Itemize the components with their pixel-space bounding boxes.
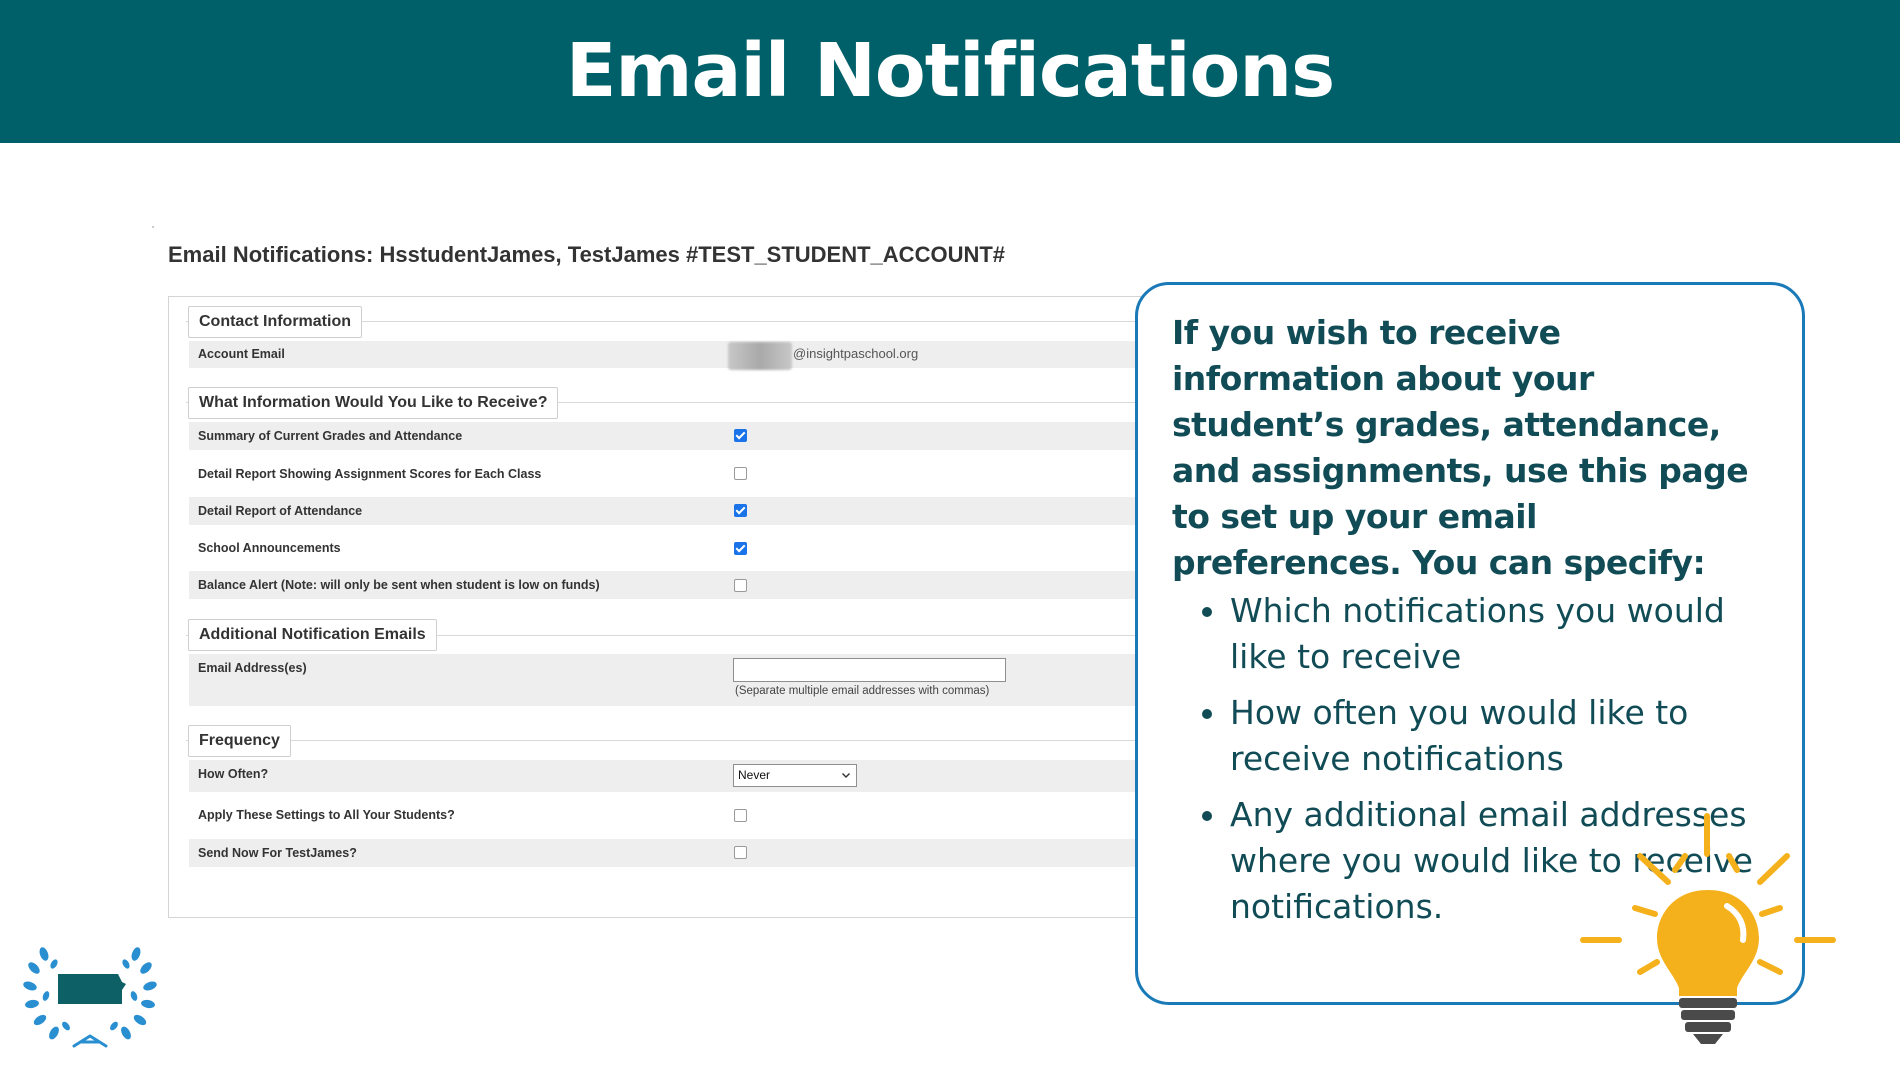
info-row-assignment-scores xyxy=(189,460,1169,488)
checkbox-assignment-scores[interactable] xyxy=(734,467,747,480)
callout-intro-text: If you wish to receive information about your student’s grades, attendance, and assignments, use this page to set up your email preferences. You can specify: xyxy=(1172,313,1749,582)
send-now-row xyxy=(189,839,1169,867)
checkbox-apply-all-students[interactable] xyxy=(734,809,747,822)
how-often-select[interactable] xyxy=(733,764,857,787)
info-label: School Announcements xyxy=(198,541,341,555)
legend-what-information: What Information Would You Like to Receive? xyxy=(188,387,558,419)
additional-email-row xyxy=(189,654,1169,706)
account-email-row xyxy=(189,341,1169,368)
checkbox-attendance-report[interactable] xyxy=(734,504,747,517)
email-addresses-label: Email Address(es) xyxy=(198,661,307,675)
lightbulb-icon xyxy=(1575,810,1840,1050)
legend-frequency: Frequency xyxy=(188,725,291,757)
info-label: Detail Report of Attendance xyxy=(198,504,363,518)
section-divider xyxy=(186,740,1186,741)
info-label: Detail Report Showing Assignment Scores for Each Class xyxy=(198,467,542,481)
send-now-label: Send Now For TestJames? xyxy=(198,846,357,860)
checkbox-school-announcements[interactable] xyxy=(734,542,747,555)
account-email-domain: @insightpaschool.org xyxy=(793,346,919,361)
how-often-value: Never xyxy=(738,768,771,782)
info-label: Balance Alert (Note: will only be sent when student is low on funds) xyxy=(198,578,600,592)
cursor-mark: ˈ xyxy=(151,224,155,238)
info-row-school-announcements xyxy=(189,534,1169,562)
slide-title: Email Notifications xyxy=(565,28,1335,114)
pennsylvania-laurel-logo xyxy=(22,938,158,1054)
callout-bullet: Which notifications you would like to receive xyxy=(1198,588,1758,680)
legend-contact-information: Contact Information xyxy=(188,306,362,338)
apply-all-row xyxy=(189,802,1169,830)
checkbox-send-now[interactable] xyxy=(734,846,747,859)
info-row-grades-attendance xyxy=(189,422,1169,450)
callout-bullet: How often you would like to receive notifications xyxy=(1198,690,1758,782)
how-often-row xyxy=(189,760,1169,792)
email-input-hint: (Separate multiple email addresses with commas) xyxy=(735,685,990,697)
redacted-email-username xyxy=(728,342,792,370)
info-label: Summary of Current Grades and Attendance xyxy=(198,429,463,443)
chevron-down-icon xyxy=(840,769,852,781)
additional-email-input[interactable] xyxy=(733,658,1006,682)
callout-bullet: Any additional email addresses where you would like to receive notifications. xyxy=(1198,792,1758,930)
account-email-label: Account Email xyxy=(198,347,285,361)
apply-all-label: Apply These Settings to All Your Students? xyxy=(198,808,455,822)
checkbox-grades-attendance[interactable] xyxy=(734,429,747,442)
info-row-balance-alert xyxy=(189,571,1169,599)
form-title: Email Notifications: HsstudentJames, TestJames #TEST_STUDENT_ACCOUNT# xyxy=(168,242,1006,267)
checkbox-balance-alert[interactable] xyxy=(734,579,747,592)
legend-additional-emails: Additional Notification Emails xyxy=(188,619,437,651)
how-often-label: How Often? xyxy=(198,767,269,781)
info-row-attendance-report xyxy=(189,497,1169,525)
